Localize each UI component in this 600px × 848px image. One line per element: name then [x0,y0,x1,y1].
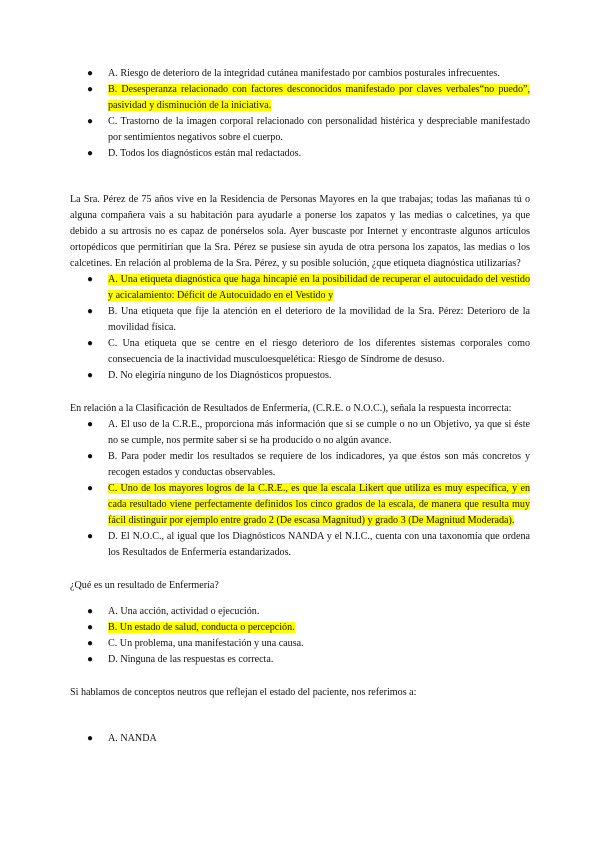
question-4: ¿Qué es un resultado de Enfermería? [70,580,219,591]
option-2b [70,304,530,336]
options-list-5 [70,731,530,747]
bullet-icon: ● [87,451,94,462]
bullet-icon: ● [87,148,94,159]
bullet-icon: ● [87,638,94,649]
options-list-4 [70,604,530,668]
option-4c [70,636,530,652]
bullet-icon: ● [87,483,94,494]
bullet-icon: ● [87,531,94,542]
bullet-icon: ● [87,68,94,79]
option-text: D. El N.O.C., al igual que los Diagnósticos NANDA y el N.I.C., cuenta con una taxonomía que ordena los Resultados de Enfermería estandarizados. [108,531,530,558]
bullet-icon: ● [87,419,94,430]
bullet-icon: ● [87,370,94,381]
option-text: D. No elegiría ninguno de los Diagnósticos propuestos. [108,370,332,381]
question-3: En relación a la Clasificación de Resultados de Enfermería, (C.R.E. o N.O.C.), señala la respuesta incorrecta: [70,403,512,414]
option-3c [70,481,530,529]
options-list-3 [70,417,530,561]
option-1a [70,66,530,82]
option-1b [70,82,530,114]
options-list-2 [70,272,530,384]
option-3a [70,417,530,449]
option-4a [70,604,530,620]
option-text: C. Un problema, una manifestación y una causa. [108,638,304,649]
option-2d [70,368,530,384]
option-text-highlighted: B. Un estado de salud, conducta o percepción. [108,622,295,633]
option-text: A. NANDA [108,733,157,744]
option-3d [70,529,530,561]
option-text-highlighted: A. Una etiqueta diagnóstica que haga hincapié en la posibilidad de recuperar el autocuidado del vestido y acicalamiento: Déficit de Autocuidado en el Vestido y [108,274,530,301]
option-text-highlighted: B. Desesperanza relacionado con factores desconocidos manifestado por claves verbales“no puedo”, pasividad y disminución de la iniciativa. [108,84,530,111]
question-5: Si hablamos de conceptos neutros que reflejan el estado del paciente, nos referimos a: [70,687,417,698]
option-text: A. Riesgo de deterioro de la integridad cutánea manifestado por cambios posturales infrecuentes. [108,68,500,79]
bullet-icon: ● [87,338,94,349]
bullet-icon: ● [87,654,94,665]
option-text: A. Una acción, actividad o ejecución. [108,606,260,617]
bullet-icon: ● [87,84,94,95]
option-text: D. Ninguna de las respuestas es correcta. [108,654,274,665]
option-text: B. Para poder medir los resultados se requiere de los indicadores, ya que éstos son más concretos y recogen estados y conductas observables. [108,451,530,478]
bullet-icon: ● [87,606,94,617]
option-4d [70,652,530,668]
option-2a [70,272,530,304]
option-text: C. Una etiqueta que se centre en el riesgo deterioro de los diferentes sistemas corporales como consecuencia de la inactividad musculoesquelética: Riesgo de Síndrome de desuso. [108,338,530,365]
option-5a [70,731,530,747]
option-3b [70,449,530,481]
bullet-icon: ● [87,116,94,127]
option-1d [70,146,530,162]
option-text: C. Trastorno de la imagen corporal relacionado con personalidad histérica y despreciable manifestado por sentimientos negativos sobre el cuerpo. [108,116,530,143]
options-list-1 [70,66,530,162]
option-1c [70,114,530,146]
option-text-highlighted: C. Uno de los mayores logros de la C.R.E., es que la escala Likert que utiliza es muy específica, y en cada resultado viene perfectamente definidos los cinco grados de la escala, de manera que resulta muy fácil distinguir por ejemplo entre grado 2 (De escasa Magnitud) y grado 3 (De Magnitud Moderada). [108,483,530,526]
option-text: B. Una etiqueta que fije la atención en el deterioro de la movilidad de la Sra. Pérez: Deterioro de la movilidad física. [108,306,530,333]
question-2: La Sra. Pérez de 75 años vive en la Residencia de Personas Mayores en la que trabajas; todas las mañanas tú o alguna compañera vais a su habitación para ayudarle a ponerse los zapatos y las medias o calcetines, ya que debido a su artrosis no es capaz de ponérselos sola. Ayer buscaste por Internet y encontraste algunos artículos ortopédicos que permitirían que la Sra. Pérez se pusiese sin ayuda de otra persona los zapatos, las medias o los calcetines. En relación al problema de la Sra. Pérez, y su posible solución, ¿que etiqueta diagnóstica utilizarías? [70,194,530,269]
bullet-icon: ● [87,733,94,744]
option-text: A. El uso de la C.R.E., proporciona más información que si se cumple o no un Objetivo, ya que si éste no se cumple, nos permite saber si se ha producido o no algún avance. [108,419,530,446]
option-2c [70,336,530,368]
bullet-icon: ● [87,622,94,633]
option-4b [70,620,530,636]
bullet-icon: ● [87,306,94,317]
option-text: D. Todos los diagnósticos están mal redactados. [108,148,302,159]
bullet-icon: ● [87,274,94,285]
